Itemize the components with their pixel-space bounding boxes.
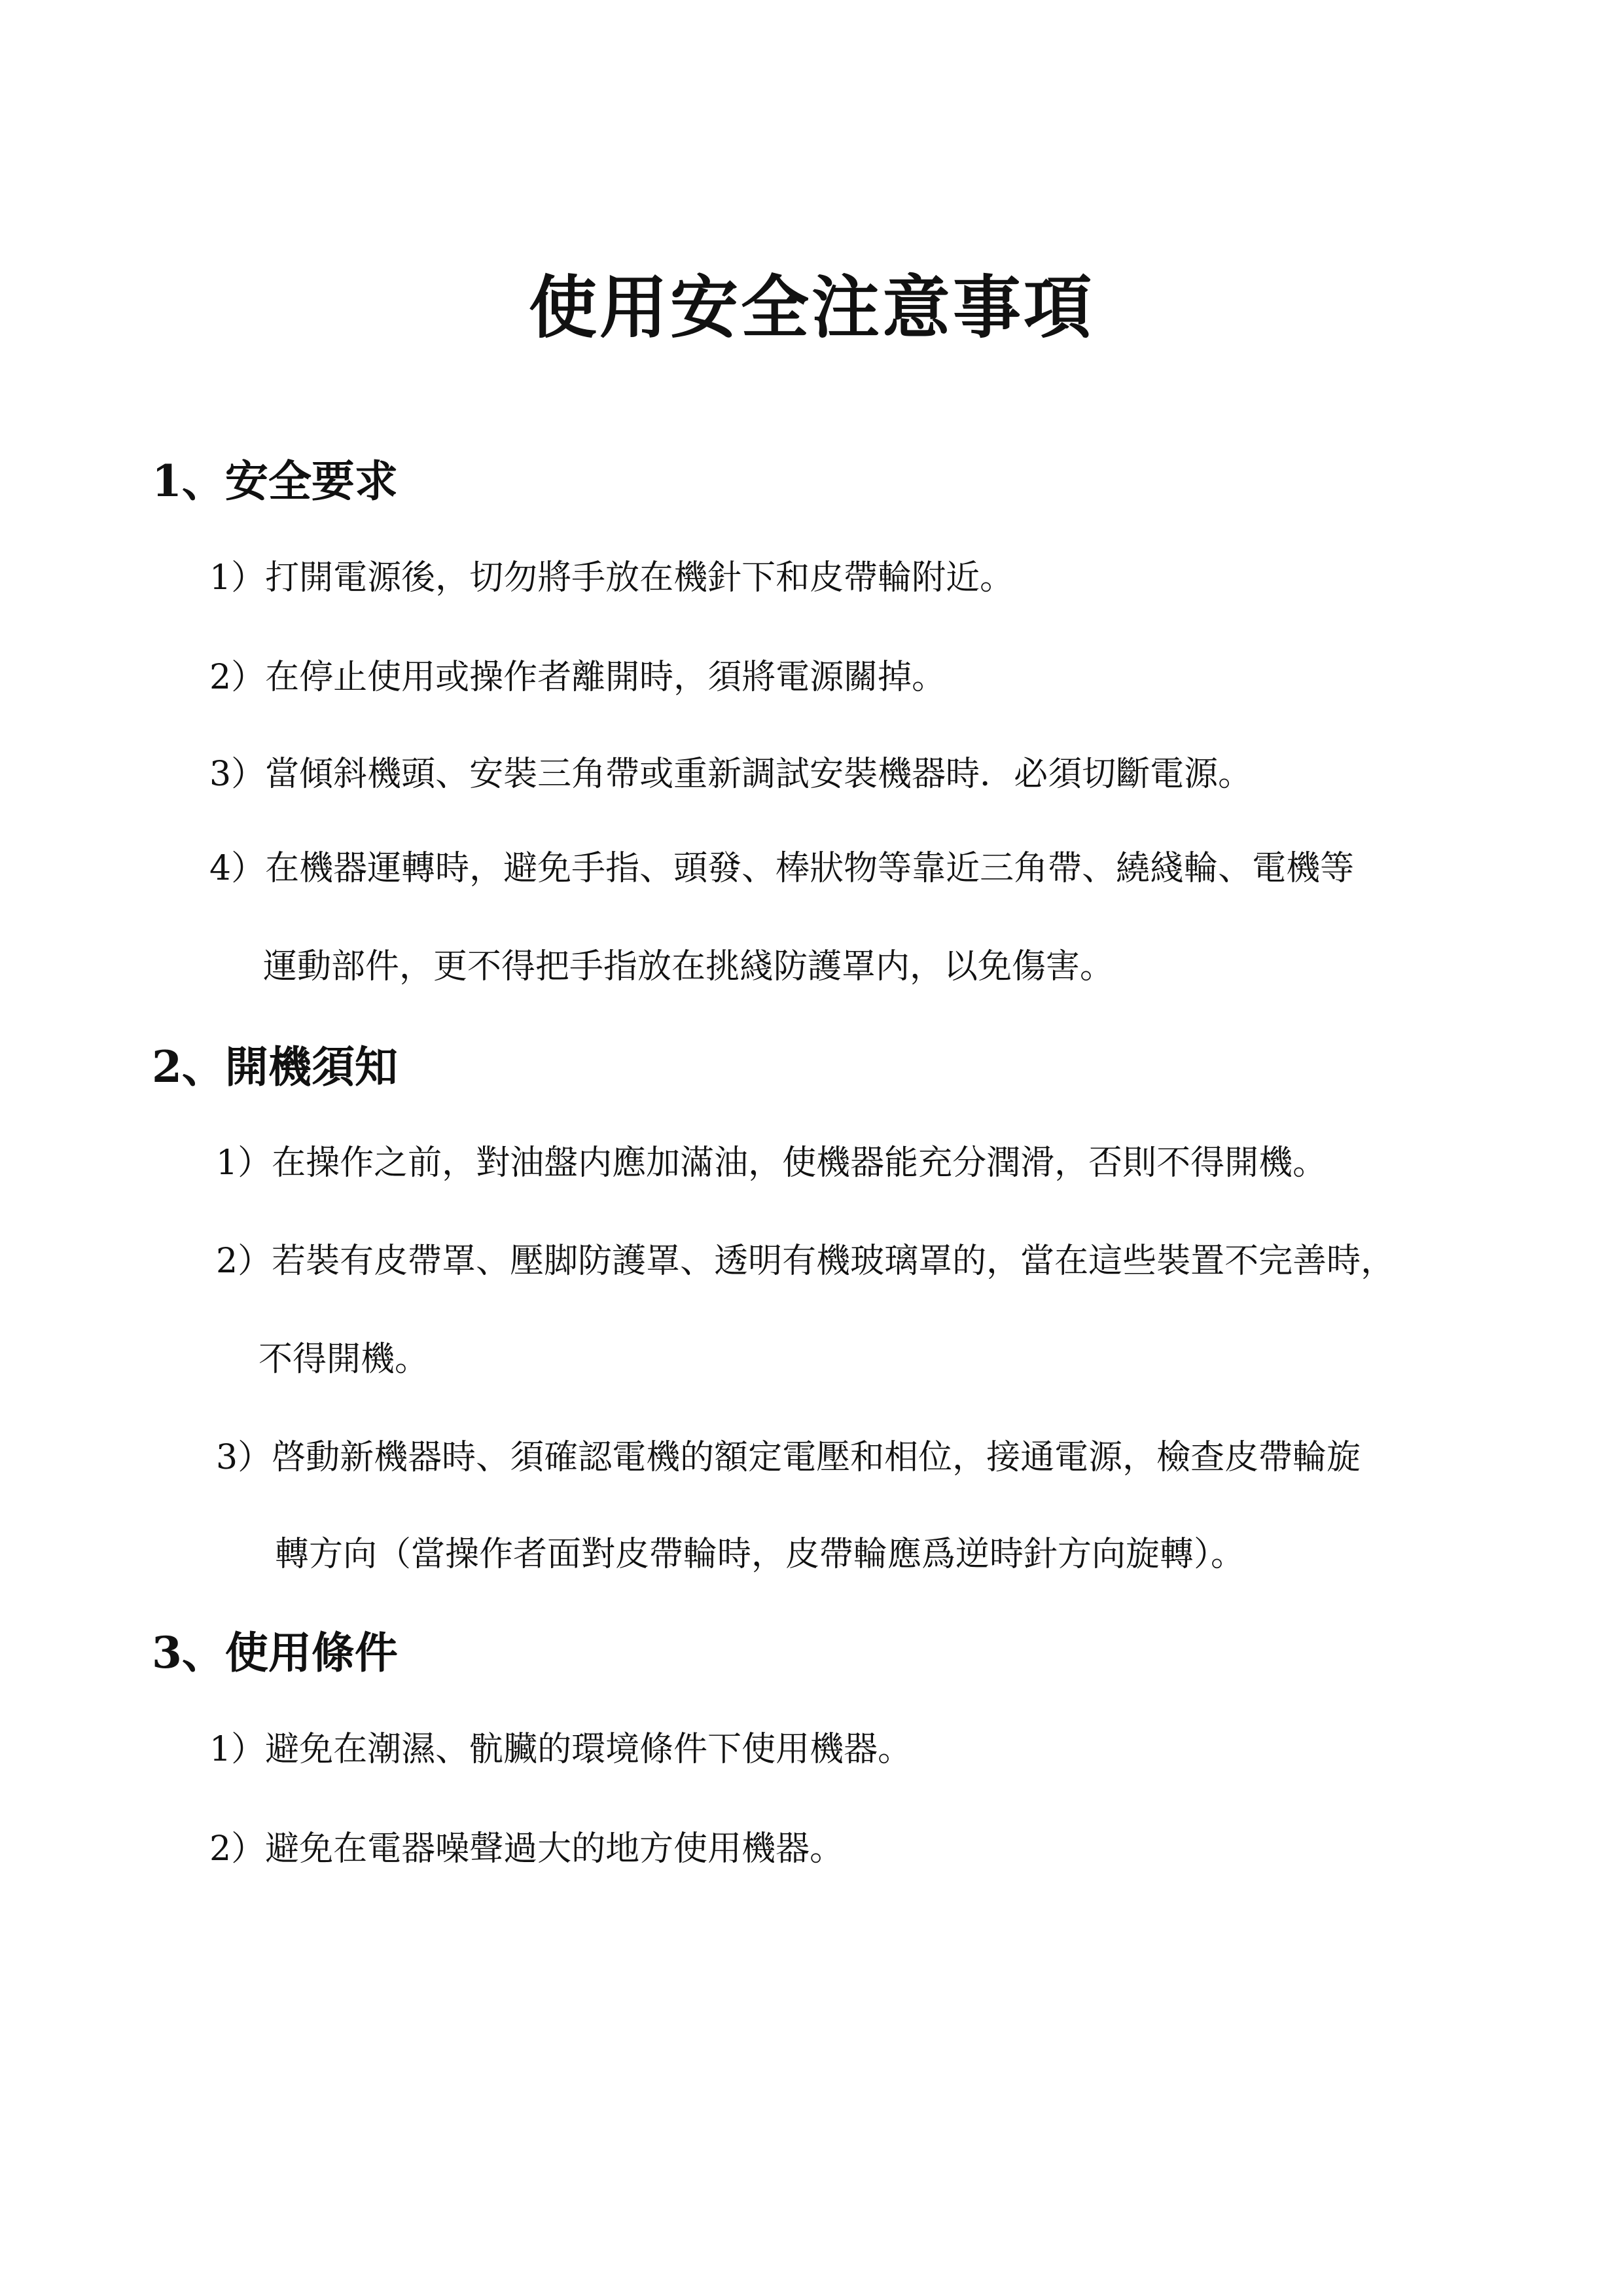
item-number: 2） bbox=[209, 1829, 266, 1869]
item-text: 當傾斜機頭、安裝三角帶或重新調試安裝機器時．必須切斷電源。 bbox=[265, 755, 1253, 794]
section-heading-startup-notes: 2、開機須知 bbox=[152, 1041, 398, 1092]
list-item-continuation: 轉方向（當操作者面對皮帶輪時，皮帶輪應爲逆時針方向旋轉）。 bbox=[275, 1535, 1245, 1574]
item-text: 避免在潮濕、骯臟的環境條件下使用機器。 bbox=[265, 1730, 912, 1769]
list-item-continuation: 不得開機。 bbox=[259, 1340, 429, 1379]
item-number: 3） bbox=[209, 755, 266, 794]
item-number: 1） bbox=[209, 558, 266, 598]
list-item bbox=[209, 1826, 844, 1872]
list-item bbox=[209, 555, 1014, 601]
list-item bbox=[216, 1435, 1361, 1480]
item-number: 1） bbox=[216, 1143, 272, 1183]
section-heading-safety-requirements: 1、安全要求 bbox=[152, 456, 398, 507]
list-item-continuation: 運動部件，更不得把手指放在挑綫防護罩内，以免傷害。 bbox=[263, 947, 1115, 986]
item-text: 在操作之前，對油盤内應加滿油，使機器能充分潤滑，否則不得開機。 bbox=[272, 1143, 1327, 1183]
item-number: 2） bbox=[209, 658, 266, 697]
item-text: 在機器運轉時，避免手指、頭發、棒狀物等靠近三角帶、繞綫輪、電機等 bbox=[265, 849, 1355, 888]
list-item bbox=[209, 1727, 912, 1772]
item-number: 4） bbox=[209, 849, 266, 888]
item-text: 避免在電器噪聲過大的地方使用機器。 bbox=[265, 1829, 844, 1869]
list-item bbox=[216, 1140, 1327, 1186]
item-number: 1） bbox=[209, 1730, 266, 1769]
item-text: 在停止使用或操作者離開時，須將電源關掉。 bbox=[265, 658, 946, 697]
item-number: 2） bbox=[216, 1242, 272, 1281]
list-item bbox=[209, 846, 1354, 891]
item-text: 若裝有皮帶罩、壓脚防護罩、透明有機玻璃罩的，當在這些裝置不完善時， bbox=[272, 1242, 1395, 1281]
section-heading-usage-conditions: 3、使用條件 bbox=[152, 1627, 398, 1678]
page-title: 使用安全注意事項 bbox=[528, 268, 1094, 348]
list-item bbox=[209, 655, 946, 700]
item-number: 3） bbox=[216, 1438, 272, 1477]
item-text: 打開電源後，切勿將手放在機針下和皮帶輪附近。 bbox=[265, 558, 1014, 598]
list-item bbox=[209, 751, 1252, 797]
item-text: 啓動新機器時、須確認電機的額定電壓和相位，接通電源，檢查皮帶輪旋 bbox=[272, 1438, 1361, 1477]
list-item bbox=[216, 1238, 1395, 1284]
